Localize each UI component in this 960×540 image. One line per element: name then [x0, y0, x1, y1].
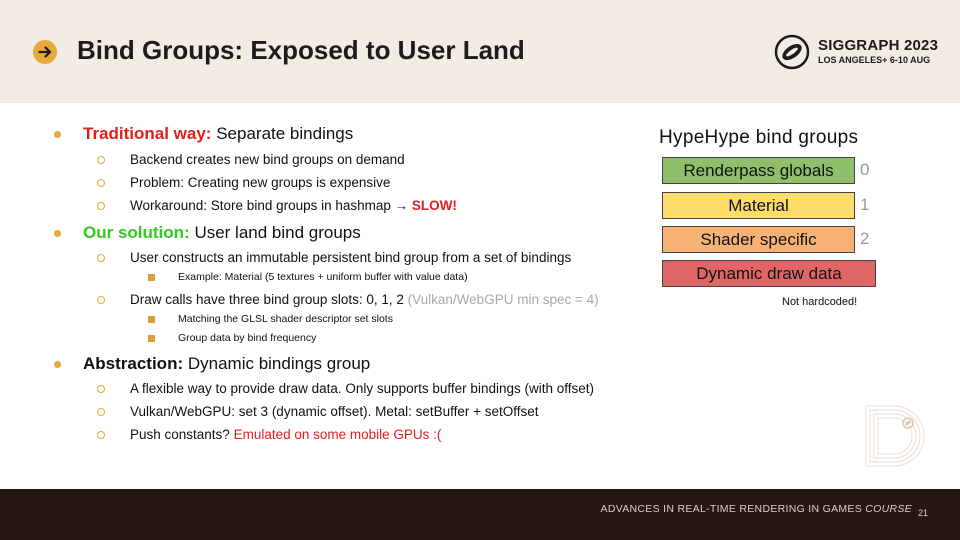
- bullet-lead: Traditional way:: [83, 124, 212, 143]
- sub-bullet-marker: [97, 431, 105, 439]
- bullet-text: Dynamic bindings group: [183, 354, 371, 373]
- sub-bullet-marker: [97, 179, 105, 187]
- logo-subtitle: LOS ANGELES+ 6-10 AUG: [818, 55, 931, 65]
- sub-bullet-marker: [97, 296, 105, 304]
- bind-group-box: Renderpass globals: [662, 157, 855, 184]
- arrow-right-icon: [33, 40, 57, 64]
- slide-title: Bind Groups: Exposed to User Land: [77, 35, 525, 65]
- siggraph-logo-icon: [774, 34, 810, 70]
- sub-bullet-marker: [97, 254, 105, 262]
- sub-bullet-text: Workaround: Store bind groups in hashmap →: [130, 198, 412, 213]
- course-name: [601, 503, 912, 515]
- slot-number: 1: [860, 195, 870, 214]
- slot-number: 0: [860, 160, 870, 179]
- sub-bullet-text: Push constants?: [130, 427, 234, 442]
- tertiary-bullet-marker: [148, 316, 155, 323]
- bullet-text: User land bind groups: [189, 223, 361, 242]
- diagram-title: HypeHype bind groups: [659, 127, 859, 148]
- tertiary-bullet: Group data by bind frequency: [178, 332, 317, 344]
- sub-bullet: Backend creates new bind groups on demand: [130, 152, 405, 167]
- bullet-marker: [54, 361, 61, 368]
- tertiary-bullet: Example: Material (5 textures + uniform buffer with value data): [178, 271, 468, 283]
- not-hardcoded-note: Not hardcoded!: [782, 296, 858, 308]
- slide-footer: [0, 489, 960, 540]
- sub-bullet-marker: [97, 156, 105, 164]
- min-spec-note: (Vulkan/WebGPU min spec = 4): [407, 292, 599, 307]
- sub-bullet-marker: [97, 202, 105, 210]
- tertiary-bullet-marker: [148, 274, 155, 281]
- bullet-abstraction: [83, 354, 370, 374]
- slide-header: [0, 0, 960, 103]
- siggraph-logo: [774, 34, 944, 72]
- bullet-marker: [54, 230, 61, 237]
- bullet-our-solution: [83, 223, 361, 243]
- page-number: 21: [918, 508, 929, 518]
- sub-bullet: [130, 427, 441, 442]
- bullet-lead: Abstraction:: [83, 354, 184, 373]
- slot-number: 2: [860, 229, 870, 248]
- slow-label: SLOW!: [411, 198, 457, 213]
- siggraph-watermark-icon: [864, 404, 926, 470]
- bullet-lead: Our solution:: [83, 223, 190, 242]
- sub-bullet: User constructs an immutable persistent bind group from a set of bindings: [130, 250, 572, 265]
- sub-bullet: Problem: Creating new groups is expensive: [130, 175, 391, 190]
- sub-bullet-marker: [97, 385, 105, 393]
- course-word: COURSE: [865, 503, 912, 515]
- tertiary-bullet: Matching the GLSL shader descriptor set slots: [178, 313, 393, 325]
- bullet-marker: [54, 131, 61, 138]
- emulated-note: Emulated on some mobile GPUs :(: [233, 427, 442, 442]
- sub-bullet-text: Draw calls have three bind group slots: 0, 1, 2: [130, 292, 408, 307]
- logo-name: SIGGRAPH 2023: [818, 37, 939, 54]
- sub-bullet: [130, 292, 599, 307]
- bind-group-box: Shader specific: [662, 226, 855, 253]
- bind-group-box: Material: [662, 192, 855, 219]
- bullet-text: Separate bindings: [211, 124, 354, 143]
- bind-group-box: Dynamic draw data: [662, 260, 876, 287]
- tertiary-bullet-marker: [148, 335, 155, 342]
- sub-bullet: A flexible way to provide draw data. Only supports buffer bindings (with offset): [130, 381, 594, 396]
- bullet-traditional-way: [83, 124, 353, 144]
- sub-bullet: Vulkan/WebGPU: set 3 (dynamic offset). Metal: setBuffer + setOffset: [130, 404, 539, 419]
- course-name-text: ADVANCES IN REAL-TIME RENDERING IN GAMES: [600, 503, 866, 515]
- sub-bullet-marker: [97, 408, 105, 416]
- sub-bullet: [130, 198, 457, 213]
